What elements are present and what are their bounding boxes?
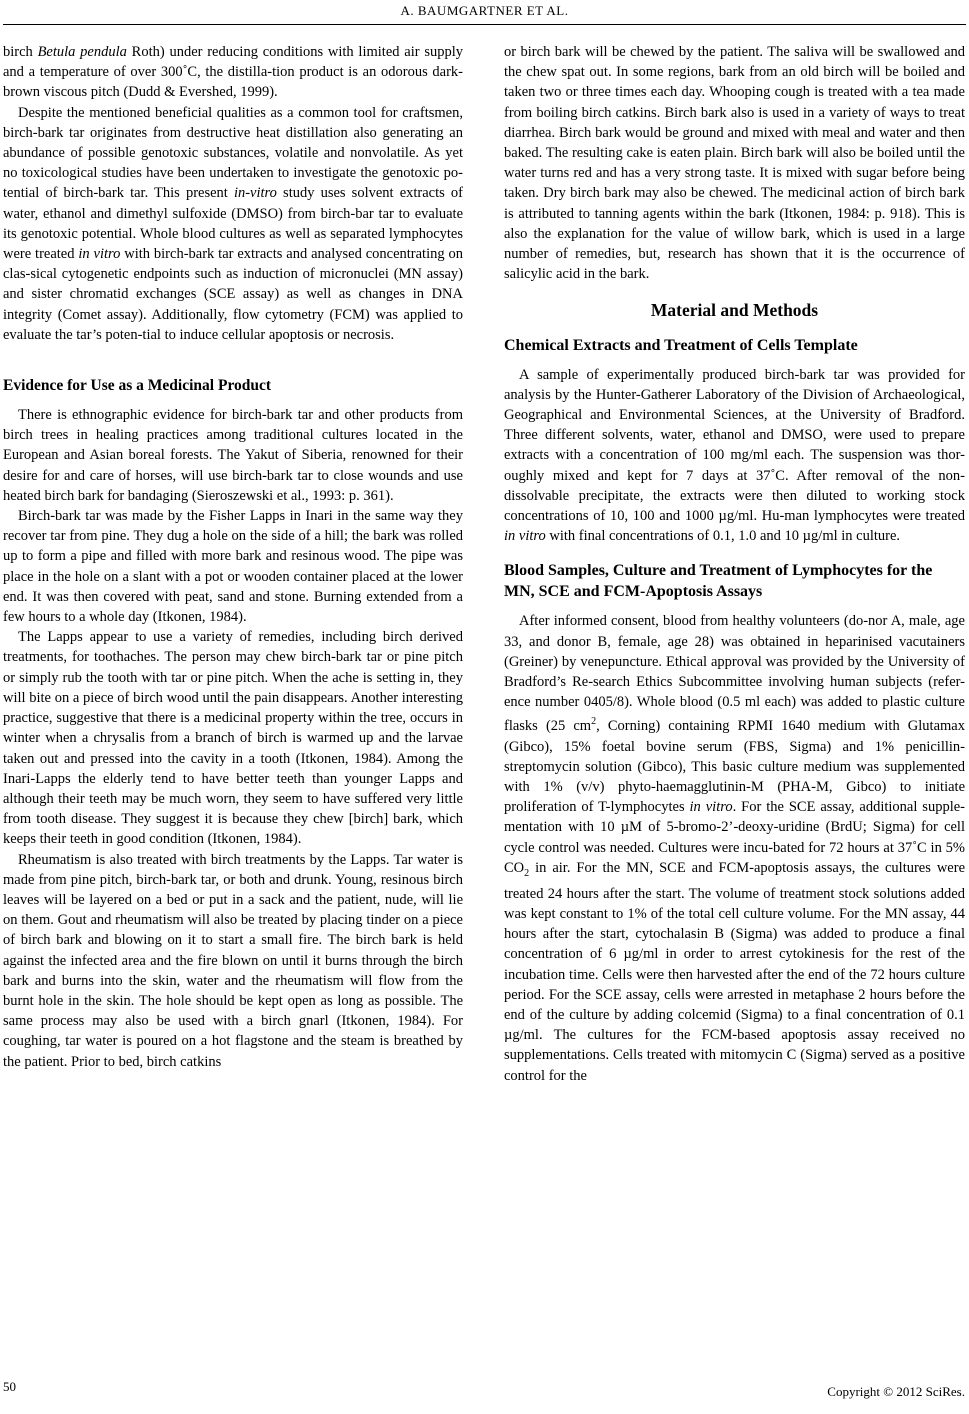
paragraph: Rheumatism is also treated with birch treatments by the Lapps. Tar water is made from pine pitch, birch-bark tar, or both and drunk. Young, resinous birch leaves will be layered on a bed or put in a sack and the patient, nude, will lie on them. Gout and rheumatism will also be treated by placing tinder on a piece of birch bark and blowing on it to start a small fire. The birch bark is held against the infected area and the fire blown on until it burns through the birch bark and burns into the skin, water and the rheumatism will flow from the burnt hole in the skin. The hole should be kept open as long as possible. The same process may also be used with a birch gnarl (Itkonen, 1984). For coughing, tar water is poured on a hot flagstone and the steam is breathed by the patient. Prior to bed, birch catkins bbox=[3, 851, 463, 1070]
header-rule bbox=[3, 24, 966, 25]
paragraph: A sample of experimentally produced birch-bark tar was provided for analysis by the Hunter-Gatherer Laboratory of the Division of Archaeological, Geographical and Environmental Sciences, at the University of Bradford. Three different solvents, water, ethanol and DMSO, were used to prepare extracts with a concentration of 100 mg/ml each. The suspension was thor-oughly mixed and kept for 7 days at 37˚C. After removal of the non-dissolvable precipitate, the extracts were then diluted to working stock concentrations of 10, 100 and 1000 µg/ml. Hu-man lymphocytes were treated in vitro with final concentrations of 0.1, 1.0 and 10 µg/ml in culture. bbox=[504, 366, 965, 545]
section-heading: Evidence for Use as a Medicinal Product bbox=[3, 377, 272, 395]
running-header: A. BAUMGARTNER ET AL. bbox=[400, 3, 569, 18]
section-heading: Material and Methods bbox=[650, 300, 819, 321]
right-column bbox=[504, 42, 965, 1086]
paragraph: Birch-bark tar was made by the Fisher Lapps in Inari in the same way they recover tar from pine. They dug a hole on the side of a hill; the bark was rolled up to form a pipe and filled with more bark and resinous wood. The pipe was place in the hole on a slant with a pot or wooden container placed at the lower end. It was then covered with peat, sand and stone. Burning extended from a few hours to a whole day (Itkonen, 1984). bbox=[3, 508, 463, 626]
paragraph: The Lapps appear to use a variety of remedies, including birch derived treatments, for toothaches. The person may chew birch-bark tar or pine pitch or simply rub the tooth with tar or pine pitch. When the ache is setting in, they will bite on a piece of birch wood until the pain disappears. Another interesting practice, suggestive that there is a medicinal property within the tree, occurs in winter when a chrysalis from a branch of birch is warmed up and the larvae taken out and pressed into the cavity in a tooth (Itkonen, 1984). Among the Inari-Lapps the elderly tend to have better teeth than younger Lapps and although their teeth may be much worn, they seem to have suffered very little from tooth disease. They suggest it is because they chew [birch] bark, which keeps their teeth in good condition (Itkonen, 1984). bbox=[3, 629, 463, 848]
paragraph: After informed consent, blood from healthy volunteers (do-nor A, male, age 33, and donor B, female, age 28) was obtained in heparinised vacutainers (Greiner) by venepuncture. Ethical approval was provided by the University of Bradford’s Re-search Ethics Subcommittee involving human subjects (refer-ence number 0405/8). Whole blood (0.5 ml each) was added to plastic culture flasks (25 $cm^2$, Corning) containing RPMI 1640 medium with Glutamax (Gibco), 15% foetal bovine serum (FBS, Sigma) and 1% penicillin-streptomycin solution (Gibco), This basic culture medium was supplemented with 1% (v/v) phyto-haemagglutinin-M (PHA-M, Gibco) to initiate proliferation of T-lymphocytes in vitro. For the SCE assay, additional supple-mentation with 10 µM of 5-bromo-2’-deoxy-uridine (BrdU; Sigma) for cell cycle control was needed. Cultures were incu-bated for 72 hours at 37˚C in 5% $CO_2$ in air. For the MN, SCE and FCM-apoptosis assays, the cultures were treated 24 hours after the start. The volume of treatment stock solutions added was kept constant to 1% of the total cell culture volume. For the MN assay, 44 hours after the start, cytochalasin B (Sigma) was added to produce a final concentration of 6 µg/ml in order to arrest cytokinesis for the rest of the incubation time. Cells were then harvested after the end of the 72 hours culture period. For the SCE assay, cells were arrested in metaphase 2 hours before the end of the culture by adding colcemid (Sigma) to a final concentration of 0.1 µg/ml. The cultures for the FCM-based apoptosis assay received no supplementations. Cells treated with mitomycin C (Sigma) served as a positive control for the bbox=[504, 613, 965, 1084]
paragraph: There is ethnographic evidence for birch-bark tar and other products from birch trees in healing practices among traditional cultures located in the European and Asian boreal forests. The Yakut of Siberia, renowned for their desire for and care of horses, will use birch-bark tar to close wounds and use heated birch bark for bandaging (Sieroszewski et al., 1993: p. 361). bbox=[3, 407, 463, 504]
page-number: 50 bbox=[3, 1379, 16, 1394]
left-column bbox=[3, 42, 463, 1072]
copyright-notice: Copyright © 2012 SciRes. bbox=[827, 1384, 965, 1399]
subsection-heading: Chemical Extracts and Treatment of Cells Template bbox=[504, 336, 858, 354]
paragraph: birch Betula pendula Roth) under reducing conditions with limited air supply and a temperature of over 300˚C, the distilla-tion product is an odorous dark-brown viscous pitch (Dudd & Evershed, 1999). bbox=[3, 44, 463, 101]
subsection-heading: Blood Samples, Culture and Treatment of Lymphocytes for the MN, SCE and FCM-Apoptosis Assays bbox=[504, 562, 933, 601]
paragraph: or birch bark will be chewed by the patient. The saliva will be swallowed and the chew spat out. In some regions, bark from an old birch will be boiled and taken two or three times each day. Whooping cough is treated with a tea made from boiling birch catkins. Birch bark also is used in a variety of ways to treat diarrhea. Birch bark would be ground and mixed with meal and water and then baked. The resulting cake is eaten plain. Birch bark will also be boiled until the water turns red and has a very strong taste. It is mixed with sugar before being taken. Dry birch bark may also be chewed. The medicinal action of birch bark is attributed to tanning agents within the bark (Itkonen, 1984: p. 918). This is also the explanation for the value of willow bark, which is used in a large number of remedies, but, research has shown that it is the occurrence of salicylic acid in the bark. bbox=[504, 44, 965, 283]
paragraph: Despite the mentioned beneficial qualities as a common tool for craftsmen, birch-bark tar originates from destructive heat distillation also generating an abundance of possible genotoxic substances, volatile and nonvolatile. As yet no toxicological studies have been undertaken to investigate the genotoxic po-tential of birch-bark tar. This present in-vitro study uses solvent extracts of water, ethanol and dimethyl sulfoxide (DMSO) from birch-bar tar to evaluate its genotoxic potential. Whole blood cultures as well as separated lymphocytes were treated in vitro with birch-bark tar extracts and analysed concentrating on clas-sical cytogenetic endpoints such as induction of micronuclei (MN assay) and sister chromatid exchanges (SCE assay) as well as changes in DNA integrity (Comet assay). Additionally, flow cytometry (FCM) was applied to evaluate the tar’s poten-tial to induce cellular apoptosis or necrosis. bbox=[3, 104, 463, 343]
